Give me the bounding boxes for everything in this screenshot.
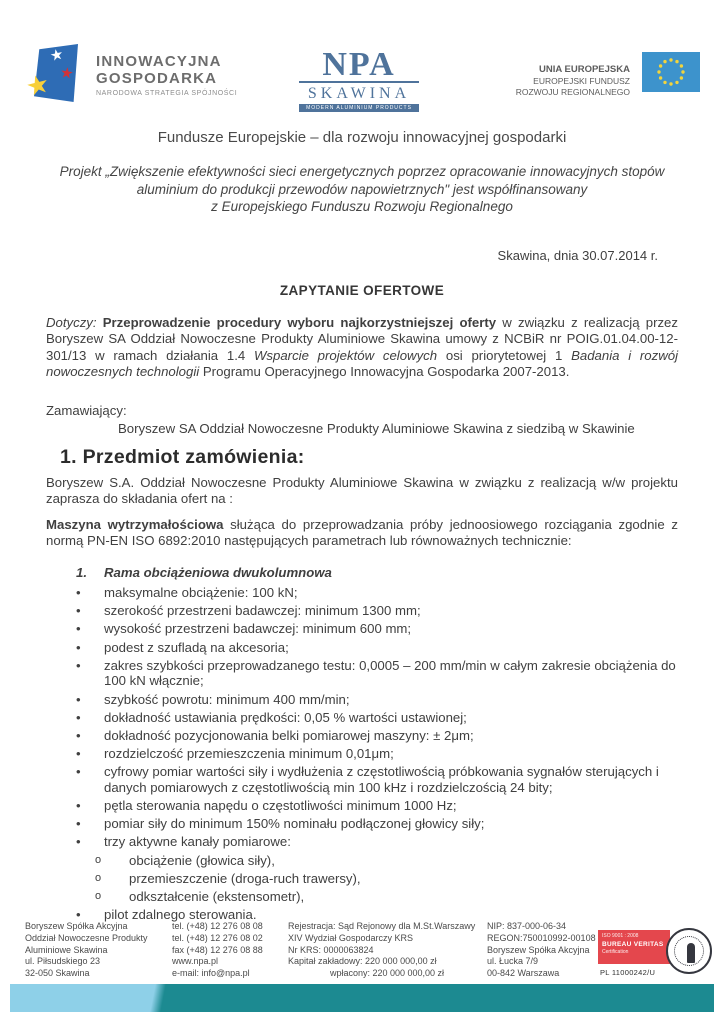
subject-measure-name: Wsparcie projektów celowych — [253, 347, 438, 363]
footer-email: e-mail: info@npa.pl — [172, 968, 250, 979]
bureau-veritas-seal-icon — [666, 928, 712, 974]
bullet-icon: • — [76, 603, 81, 619]
list-item: • szerokość przestrzeni badawczej: minimum 1300 mm; — [46, 603, 686, 619]
subject-label: Dotyczy: — [46, 315, 103, 330]
project-note-line2: aluminium do produkcji przewodów napowietrznych" jest współfinansowany — [136, 181, 588, 197]
subject-paragraph — [46, 315, 678, 381]
item-title: Rama obciążeniowa dwukolumnowa — [104, 565, 332, 580]
bullet-icon: • — [76, 621, 81, 637]
bureau-veritas-badge — [598, 928, 716, 980]
eu-logo-line2: EUROPEJSKI FUNDUSZ — [533, 76, 630, 86]
bullet-icon: • — [76, 746, 81, 762]
footer-company-address: Boryszew Spółka Akcyjna Oddział Nowoczesne Produkty Aluminiowe Skawina ul. Piłsudskiego 23 32-050 Skawina — [25, 921, 148, 979]
bullet-icon: • — [76, 764, 81, 780]
list-item: • maksymalne obciążenie: 100 kN; — [46, 585, 686, 601]
npa-logo-city: SKAWINA — [307, 85, 411, 102]
innowacyjna-gospodarka-flag-icon — [22, 40, 82, 106]
footer-website: www.npa.pl — [172, 956, 219, 967]
sub-bullet-icon: o — [95, 853, 102, 866]
bullet-icon: • — [76, 709, 81, 725]
list-item: • pomiar siły do minimum 150% nominału podłączonej głowicy siły; — [46, 816, 686, 832]
machine-description: służąca do przeprowadzania próby jednoosiowego rozciągania zgodnie z normą PN-EN ISO 6892:2010 następujących parametrach lub równoważnych technicznie: — [46, 517, 678, 549]
subject-text: Programu Operacyjnego Innowacyjna Gospodarka 2007-2013. — [199, 364, 570, 380]
project-note-line1: Projekt „Zwiększenie efektywności sieci energetycznych poprzez opracowanie innowacyjnych stopów — [59, 164, 665, 179]
footer-registration: Rejestracja: Sąd Rejonowy dla M.St.Warszawy XIV Wydział Gospodarczy KRS Nr KRS: 0000063824 Kapitał zakładowy: 220 000 000,00 zł wpłacony: 220 000 000,00 zł — [288, 921, 476, 979]
sub-bullet-icon: o — [95, 871, 102, 884]
bullet-icon: • — [76, 816, 81, 832]
footer-tax-ids: NIP: 837-000-06-34 REGON:750010992-00108 Boryszew Spółka Akcyjna ul. Łucka 7/9 00-842 Warszawa — [487, 921, 596, 979]
sub-list-item: o obciążenie (głowica siły), — [46, 853, 686, 869]
innowacyjna-gospodarka-logo — [22, 40, 238, 106]
sub-list-item: o przemieszczenie (droga-ruch trawersy), — [46, 871, 686, 887]
bullet-icon: • — [76, 798, 81, 814]
certificate-number: PL 11000242/U — [600, 968, 656, 977]
bullet-icon: • — [76, 657, 81, 673]
bullet-icon: • — [76, 585, 81, 600]
list-item: • wysokość przestrzeni badawczej: minimum 600 mm; — [46, 621, 686, 637]
list-item: • cyfrowy pomiar wartości siły i wydłużenia z częstotliwością próbkowania sygnałów sterujących i danych pomiarowych z częstotliwością min 100 kHz i rozdzielczością 24 bity; — [46, 764, 686, 795]
footer-color-band — [10, 984, 714, 1012]
list-item: • trzy aktywne kanały pomiarowe: — [46, 834, 686, 850]
bullet-icon: • — [76, 834, 81, 850]
bureau-veritas-certificate-icon: ISO 9001 : 2008 BUREAU VERITAS Certification — [598, 930, 670, 964]
eu-logo — [516, 52, 700, 98]
project-cofinancing-note — [0, 163, 724, 216]
bullet-icon: • — [76, 727, 81, 743]
machine-name: Maszyna wytrzymałościowa — [46, 517, 224, 532]
ig-logo-line1: INNOWACYJNA — [96, 53, 222, 70]
ig-logo-line2: GOSPODARKA — [96, 70, 218, 87]
list-item: • pilot zdalnego sterowania. — [46, 907, 686, 923]
star-icon: ★ — [48, 45, 66, 66]
sub-list-item: o odkształcenie (ekstensometr), — [46, 889, 686, 905]
bullet-icon: • — [76, 907, 81, 923]
document-title: ZAPYTANIE OFERTOWE — [279, 283, 445, 298]
list-item: • zakres szybkości przeprowadzanego testu: 0,0005 – 200 mm/min w całym zakresie obciążenia do 100 kN włącznie; — [46, 658, 686, 689]
list-item: • rozdzielczość przemieszczenia minimum 0,01μm; — [46, 746, 686, 762]
project-note-line3: z Europejskiego Funduszu Rozwoju Regionalnego — [211, 199, 513, 214]
funding-slogan: Fundusze Europejskie – dla rozwoju innowacyjnej gospodarki — [157, 129, 567, 146]
subject-text: w związku z realizacją przez Boryszew SA Oddział Nowoczesne Produkty Aluminiowe Skawina umowy z NCBiR nr POIG.01.04.00-12-301/13 w ramach działania 1.4 — [46, 315, 678, 363]
subject-text: osi priorytetowej 1 — [437, 347, 572, 363]
star-icon: ★ — [58, 64, 75, 83]
sub-bullet-icon: o — [95, 890, 102, 902]
section-1-heading: 1. Przedmiot zamówienia: — [60, 446, 305, 468]
eu-logo-line1: UNIA EUROPEJSKA — [539, 64, 630, 75]
place-and-date: Skawina, dnia 30.07.2014 r. — [497, 248, 658, 263]
ig-logo-line3: NARODOWA STRATEGIA SPÓJNOŚCI — [96, 90, 238, 97]
eu-logo-line3: ROZWOJU REGIONALNEGO — [515, 87, 630, 97]
machine-paragraph — [46, 517, 678, 550]
subject-axis-name: Badania i rozwój nowoczesnych technologii — [46, 347, 678, 380]
bullet-icon: • — [76, 639, 81, 655]
star-icon: ★ — [22, 67, 53, 103]
subject-bold-text: Przeprowadzenie procedury wyboru najkorzystniejszej oferty — [102, 315, 503, 330]
spec-bullet-list — [46, 585, 686, 925]
eu-flag-icon — [642, 52, 700, 92]
list-item: • podest z szufladą na akcesoria; — [46, 640, 686, 656]
npa-skawina-logo — [299, 46, 419, 112]
list-item: • dokładność pozycjonowania belki pomiarowej maszyny: ± 2μm; — [46, 728, 686, 744]
list-item: • pętla sterowania napędu o częstotliwości minimum 1000 Hz; — [46, 798, 686, 814]
list-item: • dokładność ustawiania prędkości: 0,05 % wartości ustawionej; — [46, 710, 686, 726]
npa-logo-tagline: MODERN ALUMINIUM PRODUCTS — [299, 104, 419, 112]
ordering-party-label: Zamawiający: — [46, 403, 127, 418]
numbered-item-frame — [46, 565, 678, 580]
npa-logo-name: NPA — [299, 50, 419, 83]
footer-contact: tel. (+48) 12 276 08 08 tel. (+48) 12 276 08 02 fax (+48) 12 276 08 88 www.npa.pl e-mail: info@npa.pl — [172, 921, 284, 980]
item-number: 1. — [76, 565, 87, 580]
section-1-intro: Boryszew S.A. Oddział Nowoczesne Produkty Aluminiowe Skawina w związku z realizacją w/w projektu zaprasza do składania ofert na : — [46, 475, 678, 507]
bullet-icon: • — [76, 691, 81, 707]
list-item: • szybkość powrotu: minimum 400 mm/min; — [46, 692, 686, 708]
ordering-party-value: Boryszew SA Oddział Nowoczesne Produkty Aluminiowe Skawina z siedzibą w Skawinie — [118, 421, 635, 436]
